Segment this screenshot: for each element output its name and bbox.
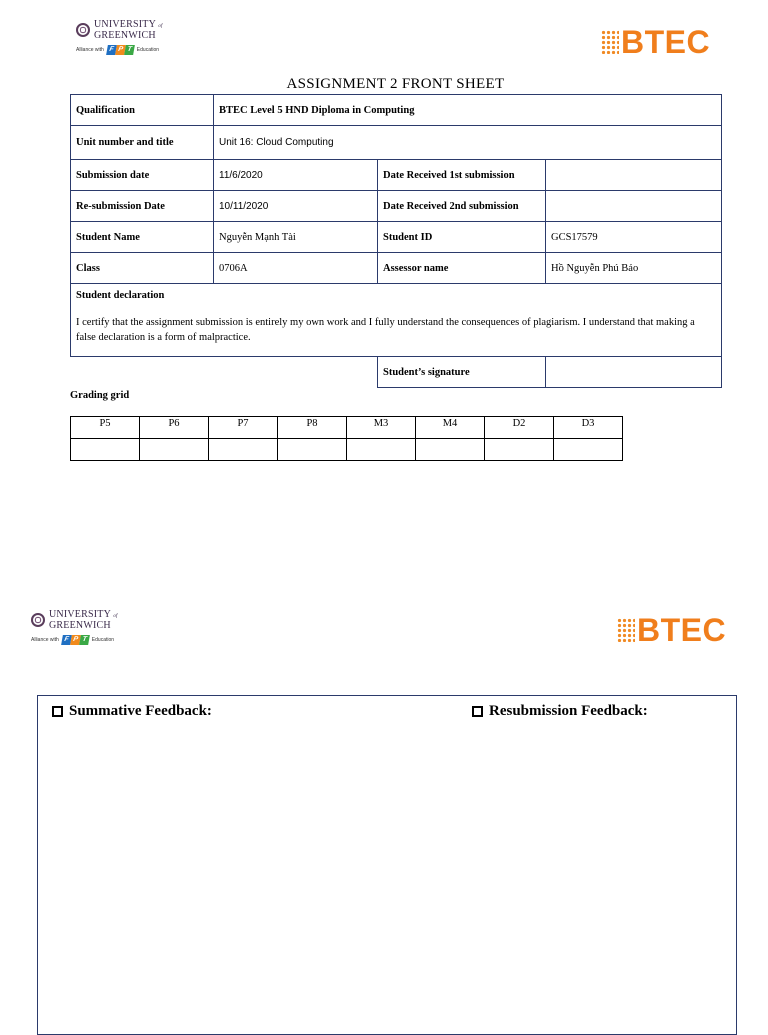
grade-cell-p8[interactable]	[278, 439, 347, 461]
grade-header-p5: P5	[71, 417, 140, 439]
fpt-alliance: Alliance with F P T Education	[31, 636, 115, 643]
table-row	[71, 191, 722, 222]
summative-feedback[interactable]	[52, 703, 212, 720]
date-received-2-value[interactable]	[546, 191, 722, 222]
fpt-alliance: Alliance with F P T Education	[76, 46, 160, 53]
table-row	[71, 95, 722, 126]
university-crest-icon	[76, 23, 90, 37]
declaration-cell	[71, 284, 722, 357]
grade-cell-p6[interactable]	[140, 439, 209, 461]
qualification-label: Qualification	[71, 95, 214, 126]
grade-cell-m4[interactable]	[416, 439, 485, 461]
grade-cell-d3[interactable]	[554, 439, 623, 461]
resubmission-feedback-label: Resubmission Feedback:	[489, 703, 648, 719]
grade-header-m3: M3	[347, 417, 416, 439]
table-row	[71, 126, 722, 160]
unit-value: Unit 16: Cloud Computing	[214, 126, 722, 160]
grade-header-p8: P8	[278, 417, 347, 439]
table-row	[71, 222, 722, 253]
resubmission-date-value: 10/11/2020	[214, 191, 378, 222]
grade-cell-p7[interactable]	[209, 439, 278, 461]
btec-logo-page2: BTEC	[617, 614, 726, 646]
btec-dots-icon	[617, 618, 635, 642]
date-received-1-value[interactable]	[546, 160, 722, 191]
university-logo-page2: UNIVERSITY of GREENWICH Alliance with F P T Education	[31, 609, 118, 643]
signature-label: Student’s signature	[378, 357, 546, 388]
declaration-text: I certify that the assignment submission is entirely my own work and I fully understand the consequences of plagiarism. I understand that making a false declaration is a form of malpractice.	[76, 317, 695, 343]
unit-label: Unit number and title	[71, 126, 214, 160]
summative-feedback-label: Summative Feedback:	[69, 703, 212, 719]
date-received-1-label: Date Received 1st submission	[378, 160, 546, 191]
grade-header-d3: D3	[554, 417, 623, 439]
student-name-value: Nguyễn Mạnh Tài	[214, 222, 378, 253]
grade-header-d2: D2	[485, 417, 554, 439]
assessor-label: Assessor name	[378, 253, 546, 284]
front-sheet-table	[70, 94, 722, 388]
grade-cell-m3[interactable]	[347, 439, 416, 461]
table-row	[71, 357, 722, 388]
grade-cell-p5[interactable]	[71, 439, 140, 461]
fpt-logo-icon: F P T	[62, 635, 89, 645]
btec-logo: BTEC	[601, 26, 710, 58]
grading-grid-label: Grading grid	[70, 390, 130, 401]
assessor-value: Hồ Nguyễn Phú Bảo	[546, 253, 722, 284]
grade-header-m4: M4	[416, 417, 485, 439]
class-value: 0706A	[214, 253, 378, 284]
qualification-value: BTEC Level 5 HND Diploma in Computing	[214, 95, 722, 126]
grade-header-p7: P7	[209, 417, 278, 439]
university-crest-icon	[31, 613, 45, 627]
table-row	[71, 439, 623, 461]
grade-header-p6: P6	[140, 417, 209, 439]
student-id-label: Student ID	[378, 222, 546, 253]
submission-date-value: 11/6/2020	[214, 160, 378, 191]
class-label: Class	[71, 253, 214, 284]
table-row	[71, 417, 623, 439]
date-received-2-label: Date Received 2nd submission	[378, 191, 546, 222]
student-id-value: GCS17579	[546, 222, 722, 253]
student-name-label: Student Name	[71, 222, 214, 253]
submission-date-label: Submission date	[71, 160, 214, 191]
grading-grid	[70, 416, 623, 461]
signature-field[interactable]	[546, 357, 722, 388]
fpt-logo-icon: F P T	[107, 45, 134, 55]
page-title: ASSIGNMENT 2 FRONT SHEET	[286, 76, 505, 92]
feedback-box	[37, 695, 737, 1035]
table-row	[71, 253, 722, 284]
grade-cell-d2[interactable]	[485, 439, 554, 461]
resubmission-feedback[interactable]	[472, 703, 648, 720]
table-row	[71, 284, 722, 357]
table-row	[71, 160, 722, 191]
university-logo: UNIVERSITY of GREENWICH Alliance with F P T Education	[76, 19, 163, 53]
summative-checkbox-icon[interactable]	[52, 706, 63, 717]
btec-dots-icon	[601, 30, 619, 54]
declaration-label: Student declaration	[76, 290, 165, 301]
resubmission-checkbox-icon[interactable]	[472, 706, 483, 717]
resubmission-date-label: Re-submission Date	[71, 191, 214, 222]
